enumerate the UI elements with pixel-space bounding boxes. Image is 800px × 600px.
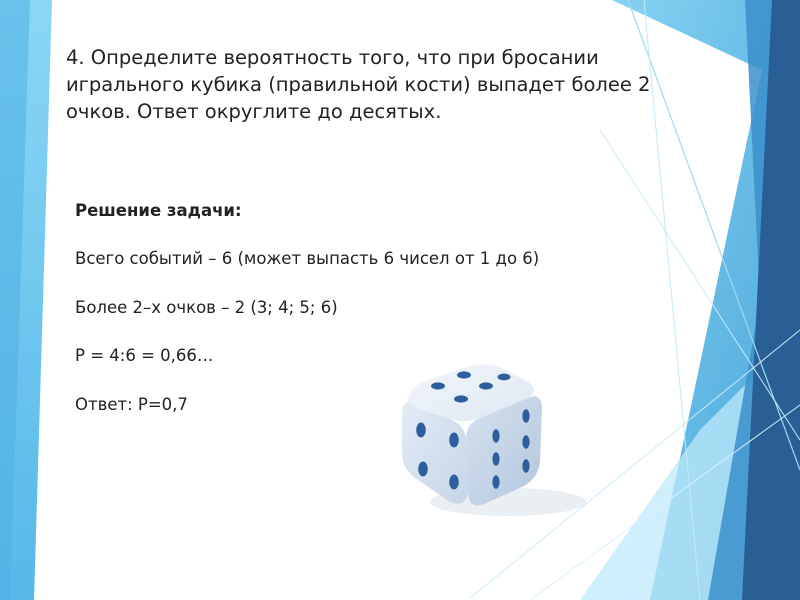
answer-line: Ответ: Р=0,7 (75, 395, 188, 414)
solution-line: Р = 4:6 = 0,66… (75, 346, 214, 365)
problem-statement: 4. Определите вероятность того, что при бросании игрального кубика (правильной кости) выпадет более 2 очков. Ответ округлите до десятых. (66, 46, 651, 123)
solution-line: Всего событий – 6 (может выпасть 6 чисел от 1 до 6) (75, 249, 540, 268)
solution-line: Более 2–х очков – 2 (3; 4; 5; 6) (75, 298, 338, 317)
dice-icon (388, 352, 588, 527)
solution-heading: Решение задачи: (75, 201, 242, 220)
